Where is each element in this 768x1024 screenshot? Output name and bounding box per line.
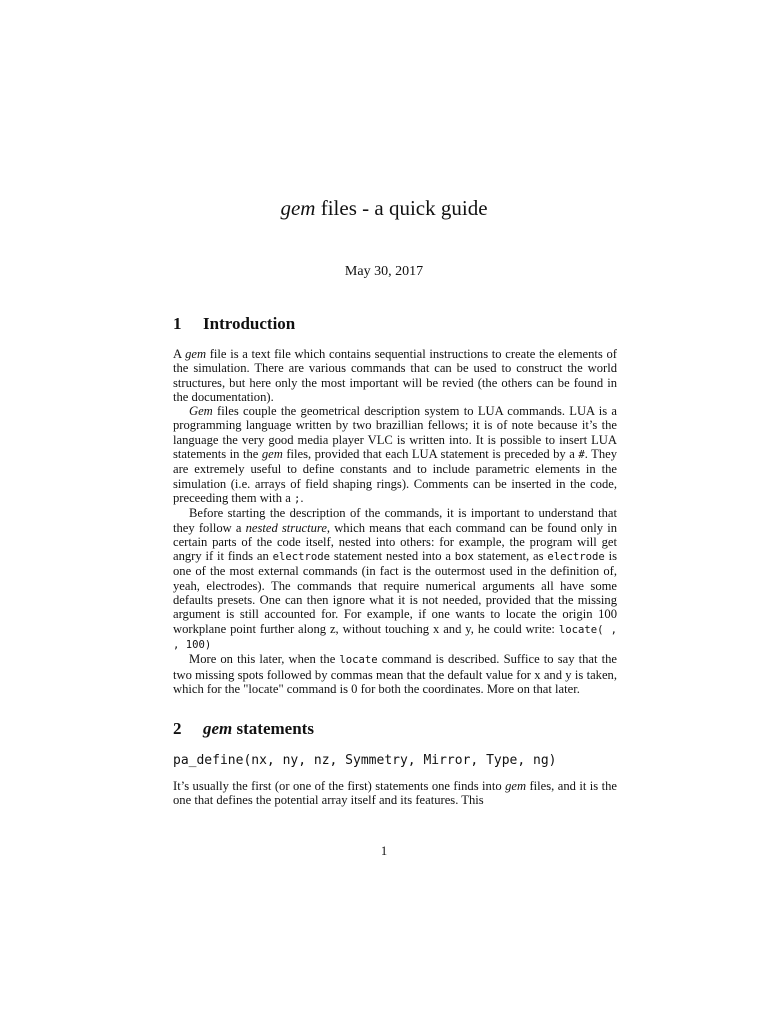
intro-paragraph-2 xyxy=(173,404,617,506)
emphasis: Gem xyxy=(189,404,213,419)
command-signature: pa_define(nx, ny, nz, Symmetry, Mirror, Type, ng) xyxy=(173,753,557,769)
inline-code: locate xyxy=(339,654,378,667)
pa-define-paragraph xyxy=(173,779,617,808)
section-2-title-italic: gem xyxy=(203,719,233,739)
section-2-number: 2 xyxy=(173,719,182,739)
section-2-title-rest: statements xyxy=(232,719,314,739)
text-run: . xyxy=(300,490,304,505)
section-1-heading xyxy=(173,313,617,335)
text-run: is one of the most external commands (in fact is the outermost used in the definition of, yeah, electrodes). The commands that require numerical arguments all have some defaults presets. One can then ignore what it is not needed, provided that the missing argument is still accounted for. For example, if one wants to locate the origin 100 workplane point further along z, without touching x and y, he could write: xyxy=(173,549,617,636)
text-run: A xyxy=(173,347,186,361)
text-run: statement, as xyxy=(473,549,548,564)
section-1-title: Introduction xyxy=(203,314,296,333)
emphasis: gem xyxy=(261,447,283,462)
text-run: files, provided that each LUA statement is preceded by a xyxy=(282,447,579,462)
inline-code: electrode xyxy=(272,551,331,564)
text-run: command is described. Suffice to say that the two missing spots followed by commas mean that the default value for x and y is taken, which for the "locate" command is 0 for both the coordinates. More on that later. xyxy=(173,652,617,696)
emphasis: gem xyxy=(505,779,527,794)
intro-paragraph-1 xyxy=(173,347,617,404)
text-run: file is a text file which contains sequential instructions to create the elements of the simulation. There are various commands that can be used to construct the world structures, but here only the most important will be revied (the others can be found in the documentation). xyxy=(173,347,617,404)
inline-code: locate( , , 100) xyxy=(173,623,617,651)
inline-code: ; xyxy=(294,492,301,505)
intro-paragraph-3 xyxy=(173,506,617,652)
text-run: . They are extremely useful to define constants and to include parametric elements in the simulation (i.e. arrays of field shaping rings). Comments can be inserted in the code, preceeding them with a xyxy=(173,447,617,505)
text-run: Before starting the description of the commands, it is important to understand that they follow a xyxy=(173,506,617,535)
document-date: May 30, 2017 xyxy=(344,264,424,279)
intro-paragraph-4 xyxy=(173,652,617,696)
title-italic-word: gem xyxy=(280,196,316,220)
text-run: files, and it is the one that defines the potential array itself and its features. This xyxy=(173,779,618,808)
text-run: files couple the geometrical description system to LUA commands. LUA is a programming language written by two brazillian fellows; it is of note because it’s the language the very good media player VLC is written into. It is possible to insert LUA statements in the xyxy=(173,404,617,462)
document-body xyxy=(173,313,617,808)
section-1-number: 1 xyxy=(173,314,182,333)
text-run: More on this later, when the xyxy=(189,652,340,667)
emphasis: nested structure xyxy=(245,520,327,535)
text-run: statement nested into a xyxy=(330,549,455,564)
inline-code: electrode xyxy=(547,551,605,564)
text-run: It’s usually the first (or one of the first) statements one finds into xyxy=(173,779,506,794)
inline-code: box xyxy=(454,551,474,564)
emphasis: gem xyxy=(185,347,207,361)
title-rest: files - a quick guide xyxy=(315,196,488,220)
page-number: 1 xyxy=(380,844,388,858)
document-title xyxy=(0,194,768,222)
inline-code: # xyxy=(578,449,585,462)
section-2-heading xyxy=(173,718,617,740)
text-run: , which means that each command can be found only in certain parts of the code itself, nested into others: for example, the program will get angry if it finds an xyxy=(173,520,618,564)
